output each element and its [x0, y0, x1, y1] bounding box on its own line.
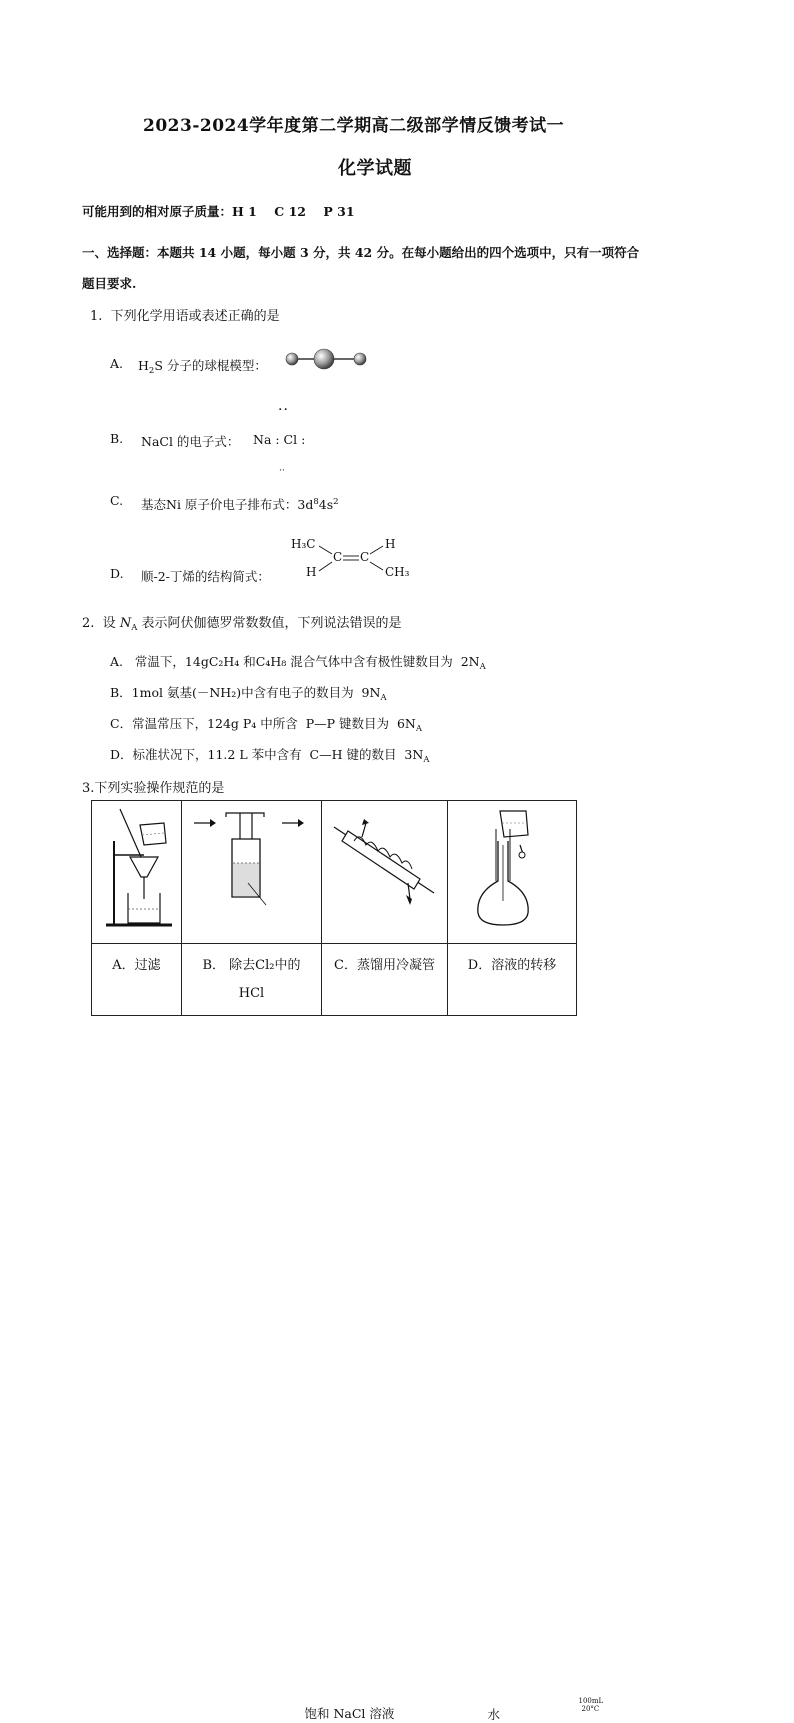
- caption-b-text: B． 除去Cl₂中的: [202, 958, 301, 973]
- q1-a-sub: 2: [148, 366, 155, 376]
- q2-c-sub: A: [415, 724, 423, 734]
- caption-b-text-2: HCl: [238, 986, 265, 1001]
- struct-c1: C: [333, 550, 343, 564]
- q2-stem-post: 表示阿伏伽德罗常数数值，下列说法错误的是: [137, 616, 402, 631]
- cell-filtration-image: [92, 801, 182, 944]
- q1-option-b-letter: B.: [110, 431, 124, 446]
- lab-operations-table: [91, 800, 604, 1722]
- struct-h-top: H: [385, 537, 396, 551]
- label-saturated-nacl: 饱和 NaCl 溶液: [304, 1705, 395, 1721]
- gas-washing-bottle-image: [182, 801, 321, 943]
- q2-option-c: [110, 714, 422, 734]
- exam-subtitle: 化学试题: [338, 158, 412, 179]
- caption-c: [322, 944, 448, 1016]
- q2-option-d: [110, 745, 429, 765]
- caption-a-text: A．过滤: [112, 958, 161, 973]
- q1-a-text-pre: H: [138, 358, 149, 373]
- question-1-stem: 1. 下列化学用语或表述正确的是: [90, 309, 280, 324]
- label-water: 水: [487, 1706, 501, 1722]
- q1-option-b-text: NaCl 的电子式：: [141, 434, 240, 449]
- q1-c-sup2: 2: [333, 497, 339, 507]
- q2-a-text: A. 常温下，14gC₂H₄ 和C₄H₈ 混合气体中含有极性键数目为 2N: [110, 654, 480, 669]
- section-instructions-line1: 一、选择题：本题共 14 小题，每小题 3 分，共 42 分。在每小题给出的四个选项中，只有一项符合: [82, 245, 640, 260]
- q2-option-a: [110, 652, 486, 672]
- q2-stem-na: N: [119, 616, 132, 631]
- q1-option-a-letter: A.: [110, 356, 124, 371]
- q2-b-sub: A: [380, 693, 387, 703]
- caption-d-text: D．溶液的转移: [467, 958, 557, 973]
- q2-stem-pre: 2. 设: [82, 616, 120, 631]
- struct-c2: C: [360, 550, 370, 564]
- q2-d-sub: A: [423, 755, 430, 765]
- struct-ch3: CH₃: [385, 565, 410, 579]
- q2-d-text: D．标准状况下，11.2 L 苯中含有 C—H 键的数目 3N: [110, 747, 424, 762]
- q1-c-text: 基态Ni 原子价电子排布式：3d: [141, 497, 314, 512]
- question-3-stem: 3.下列实验操作规范的是: [82, 781, 225, 796]
- struct-h-bottom: H: [306, 565, 317, 579]
- label-100ml: 100mL: [578, 1696, 604, 1705]
- section-instructions-line2: 题目要求.: [82, 276, 137, 291]
- caption-d: [448, 944, 577, 1016]
- label-20c: 20°C: [581, 1704, 600, 1713]
- q2-option-b: [110, 683, 387, 703]
- question-2-stem: [82, 612, 401, 633]
- nacl-electron-formula: Na : Cl :: [253, 432, 306, 447]
- caption-b: [182, 944, 322, 1016]
- q2-stem-na-sub: A: [131, 623, 138, 633]
- q1-option-d-text: 顺-2-丁烯的结构简式：: [141, 569, 270, 584]
- q1-option-d-letter: D.: [110, 566, 124, 581]
- electron-dots-bottom: ··: [279, 466, 285, 476]
- ball-stick-model-image: [282, 347, 372, 371]
- struct-bonds: [288, 533, 418, 583]
- caption-a: [92, 944, 182, 1016]
- atomic-masses: 可能用到的相对原子质量：H 1 C 12 P 31: [82, 204, 355, 219]
- volumetric-flask-image: [448, 801, 576, 943]
- q1-c-mid: 4s: [318, 497, 334, 512]
- q2-b-text: B．1mol 氨基(－NH₂)中含有电子的数目为 9N: [110, 685, 381, 700]
- electron-dots-top: ··: [278, 402, 289, 418]
- q1-option-c-letter: C.: [110, 493, 124, 508]
- condenser-image: [322, 801, 447, 943]
- struct-h3c: H₃C: [291, 537, 316, 551]
- filtration-apparatus-image: [92, 801, 181, 943]
- exam-title: 2023-2024学年度第二学期高二级部学情反馈考试一: [143, 116, 565, 136]
- q1-a-text-post: S 分子的球棍模型：: [154, 358, 267, 373]
- q1-option-c-text: [141, 495, 339, 513]
- caption-c-text: C．蒸馏用冷凝管: [334, 958, 435, 973]
- q1-option-a-text: [138, 356, 267, 376]
- cis-2-butene-structure: [288, 533, 418, 583]
- q2-a-sub: A: [479, 662, 486, 672]
- q2-c-text: C．常温常压下，124g P₄ 中所含 P—P 键数目为 6N: [110, 716, 416, 731]
- q1-c-sup1: 8: [313, 497, 319, 507]
